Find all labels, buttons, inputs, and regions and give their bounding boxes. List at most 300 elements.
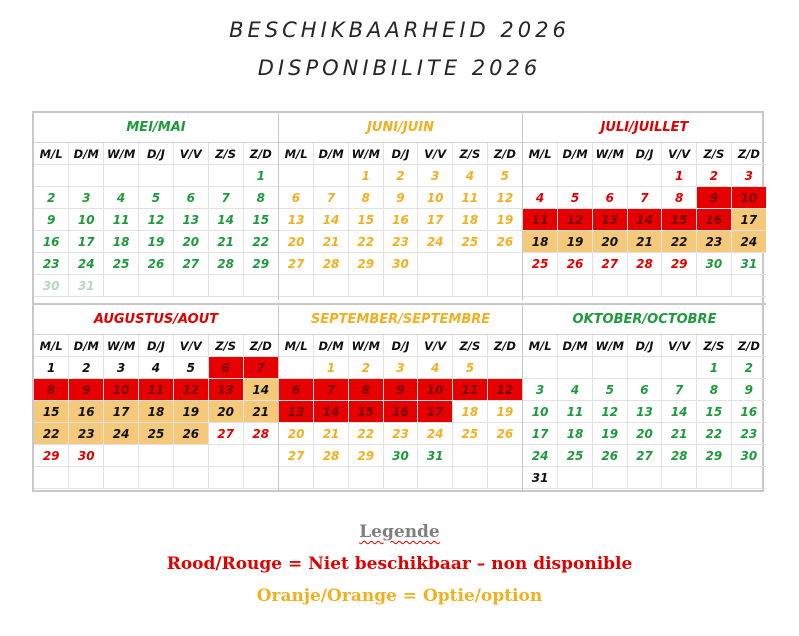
week-row <box>523 275 766 297</box>
weekday-header: D/M <box>69 143 104 165</box>
week-row <box>279 231 522 253</box>
day-cell: 14 <box>662 401 697 423</box>
day-cell: 9 <box>383 187 418 209</box>
day-cell: 29 <box>34 445 69 467</box>
empty-cell <box>69 165 104 187</box>
day-cell: 15 <box>697 401 732 423</box>
week-row <box>523 423 766 445</box>
weekday-header: Z/S <box>697 335 732 357</box>
day-cell: 22 <box>348 231 383 253</box>
weekday-header: Z/D <box>243 335 278 357</box>
title-line-1: BESCHIKBAARHEID 2026 <box>229 18 570 42</box>
day-cell: 7 <box>314 187 349 209</box>
day-cell: 26 <box>487 231 522 253</box>
empty-cell <box>383 467 418 489</box>
legend-orange-line: Oranje/Orange = Optie/option <box>256 586 543 606</box>
week-row <box>34 467 278 489</box>
day-cell: 1 <box>662 165 697 187</box>
empty-cell <box>487 445 522 467</box>
weekday-header: M/L <box>279 335 314 357</box>
day-cell: 18 <box>139 401 174 423</box>
day-cell: 2 <box>348 357 383 379</box>
day-cell: 16 <box>697 209 732 231</box>
week-row <box>523 209 766 231</box>
day-cell: 7 <box>662 379 697 401</box>
day-cell: 29 <box>662 253 697 275</box>
day-cell: 6 <box>173 187 208 209</box>
day-cell: 26 <box>558 253 593 275</box>
weekday-header: Z/S <box>453 143 488 165</box>
day-cell: 14 <box>208 209 243 231</box>
day-cell: 3 <box>731 165 766 187</box>
day-cell: 7 <box>208 187 243 209</box>
month-october <box>522 303 766 490</box>
day-cell: 19 <box>139 231 174 253</box>
weekday-header-row <box>523 143 766 165</box>
day-cell: 13 <box>627 401 662 423</box>
day-cell: 24 <box>69 253 104 275</box>
empty-cell <box>348 467 383 489</box>
day-cell: 20 <box>279 423 314 445</box>
empty-cell <box>69 467 104 489</box>
weekday-header: W/M <box>104 143 139 165</box>
week-row <box>279 165 522 187</box>
empty-cell <box>487 467 522 489</box>
day-cell: 30 <box>731 445 766 467</box>
weekday-header: D/M <box>314 143 349 165</box>
day-cell: 16 <box>731 401 766 423</box>
week-row <box>523 445 766 467</box>
weekday-header: M/L <box>523 335 558 357</box>
week-row <box>523 467 766 489</box>
empty-cell <box>279 165 314 187</box>
day-cell: 20 <box>627 423 662 445</box>
day-cell: 28 <box>662 445 697 467</box>
empty-cell <box>523 165 558 187</box>
legend-red-line: Rood/Rouge = Niet beschikbaar – non disponible <box>166 554 633 574</box>
day-cell: 22 <box>697 423 732 445</box>
empty-cell <box>453 445 488 467</box>
day-cell: 12 <box>173 379 208 401</box>
month-table <box>523 143 766 297</box>
day-cell: 7 <box>243 357 278 379</box>
day-cell: 4 <box>104 187 139 209</box>
empty-cell <box>139 275 174 297</box>
day-cell: 15 <box>34 401 69 423</box>
day-cell: 8 <box>243 187 278 209</box>
day-cell: 21 <box>627 231 662 253</box>
week-row <box>34 379 278 401</box>
day-cell: 22 <box>662 231 697 253</box>
empty-cell <box>279 357 314 379</box>
day-cell: 2 <box>697 165 732 187</box>
empty-cell <box>314 467 349 489</box>
day-cell: 24 <box>104 423 139 445</box>
day-cell: 24 <box>523 445 558 467</box>
weekday-header: V/V <box>662 143 697 165</box>
day-cell: 21 <box>662 423 697 445</box>
day-cell: 17 <box>69 231 104 253</box>
day-cell: 12 <box>592 401 627 423</box>
day-cell: 21 <box>314 423 349 445</box>
empty-cell <box>139 467 174 489</box>
week-row <box>34 445 278 467</box>
day-cell: 1 <box>697 357 732 379</box>
day-cell: 2 <box>69 357 104 379</box>
day-cell: 24 <box>731 231 766 253</box>
week-row <box>523 357 766 379</box>
weekday-header: Z/D <box>487 335 522 357</box>
weekday-header: D/M <box>69 335 104 357</box>
day-cell: 26 <box>139 253 174 275</box>
day-cell: 5 <box>592 379 627 401</box>
day-cell: 12 <box>487 187 522 209</box>
week-row <box>34 209 278 231</box>
weekday-header: M/L <box>279 143 314 165</box>
empty-cell <box>314 165 349 187</box>
legend-title <box>0 522 799 542</box>
week-row <box>523 253 766 275</box>
month-name: MEI/MAI <box>34 113 278 143</box>
empty-cell <box>453 467 488 489</box>
day-cell: 5 <box>139 187 174 209</box>
day-cell: 27 <box>279 445 314 467</box>
week-row <box>279 187 522 209</box>
day-cell: 13 <box>173 209 208 231</box>
weekday-header: W/M <box>592 335 627 357</box>
weekday-header-row <box>523 335 766 357</box>
day-cell: 1 <box>314 357 349 379</box>
weekday-header: W/M <box>348 335 383 357</box>
month-name: OKTOBER/OCTOBRE <box>523 305 766 335</box>
day-cell: 3 <box>104 357 139 379</box>
weekday-header: W/M <box>348 143 383 165</box>
day-cell: 10 <box>69 209 104 231</box>
day-cell: 3 <box>523 379 558 401</box>
day-cell: 16 <box>383 401 418 423</box>
day-cell: 1 <box>34 357 69 379</box>
day-cell: 10 <box>418 187 453 209</box>
day-cell: 17 <box>418 209 453 231</box>
week-row <box>279 401 522 423</box>
day-cell: 30 <box>34 275 69 297</box>
day-cell: 16 <box>34 231 69 253</box>
day-cell: 18 <box>453 209 488 231</box>
day-cell: 16 <box>383 209 418 231</box>
day-cell: 6 <box>208 357 243 379</box>
weekday-header: V/V <box>418 143 453 165</box>
weekday-header: V/V <box>418 335 453 357</box>
empty-cell <box>208 275 243 297</box>
day-cell: 23 <box>383 423 418 445</box>
day-cell: 25 <box>104 253 139 275</box>
week-row <box>34 401 278 423</box>
week-row <box>34 231 278 253</box>
day-cell: 31 <box>523 467 558 489</box>
empty-cell <box>314 275 349 297</box>
day-cell: 6 <box>279 379 314 401</box>
empty-cell <box>487 357 522 379</box>
weekday-header-row <box>279 143 522 165</box>
week-row <box>34 165 278 187</box>
empty-cell <box>243 275 278 297</box>
empty-cell <box>487 253 522 275</box>
day-cell: 12 <box>487 379 522 401</box>
day-cell: 19 <box>487 401 522 423</box>
empty-cell <box>662 357 697 379</box>
day-cell: 26 <box>592 445 627 467</box>
day-cell: 8 <box>348 187 383 209</box>
empty-cell <box>592 357 627 379</box>
day-cell: 11 <box>558 401 593 423</box>
weekday-header: Z/S <box>453 335 488 357</box>
week-row <box>279 357 522 379</box>
empty-cell <box>104 165 139 187</box>
day-cell: 4 <box>418 357 453 379</box>
day-cell: 20 <box>279 231 314 253</box>
title-line-2: DISPONIBILITE 2026 <box>257 56 542 80</box>
week-row <box>523 379 766 401</box>
day-cell: 17 <box>418 401 453 423</box>
empty-cell <box>208 445 243 467</box>
month-may <box>34 113 278 300</box>
day-cell: 18 <box>523 231 558 253</box>
day-cell: 16 <box>69 401 104 423</box>
empty-cell <box>453 275 488 297</box>
weekday-header-row <box>34 143 278 165</box>
day-cell: 9 <box>69 379 104 401</box>
day-cell: 9 <box>697 187 732 209</box>
weekday-header-row <box>279 335 522 357</box>
day-cell: 4 <box>558 379 593 401</box>
week-row <box>34 253 278 275</box>
week-row <box>523 231 766 253</box>
empty-cell <box>592 275 627 297</box>
week-row <box>279 379 522 401</box>
empty-cell <box>243 445 278 467</box>
weekday-header: D/J <box>383 335 418 357</box>
day-cell: 3 <box>383 357 418 379</box>
empty-cell <box>558 357 593 379</box>
day-cell: 8 <box>348 379 383 401</box>
month-july <box>522 113 766 300</box>
empty-cell <box>697 275 732 297</box>
empty-cell <box>558 165 593 187</box>
empty-cell <box>208 165 243 187</box>
weekday-header-row <box>34 335 278 357</box>
empty-cell <box>627 357 662 379</box>
day-cell: 31 <box>69 275 104 297</box>
day-cell: 18 <box>558 423 593 445</box>
day-cell: 5 <box>558 187 593 209</box>
day-cell: 2 <box>383 165 418 187</box>
empty-cell <box>104 275 139 297</box>
day-cell: 4 <box>523 187 558 209</box>
day-cell: 30 <box>383 445 418 467</box>
day-cell: 9 <box>34 209 69 231</box>
empty-cell <box>697 467 732 489</box>
day-cell: 17 <box>523 423 558 445</box>
empty-cell <box>592 165 627 187</box>
empty-cell <box>418 253 453 275</box>
day-cell: 8 <box>34 379 69 401</box>
weekday-header: M/L <box>34 143 69 165</box>
empty-cell <box>34 165 69 187</box>
day-cell: 19 <box>558 231 593 253</box>
day-cell: 21 <box>314 231 349 253</box>
day-cell: 2 <box>731 357 766 379</box>
weekday-header: D/J <box>383 143 418 165</box>
day-cell: 29 <box>697 445 732 467</box>
weekday-header: Z/S <box>208 335 243 357</box>
weekday-header: Z/D <box>731 143 766 165</box>
month-table <box>523 335 766 489</box>
week-row <box>279 445 522 467</box>
day-cell: 8 <box>697 379 732 401</box>
day-cell: 9 <box>731 379 766 401</box>
empty-cell <box>139 445 174 467</box>
day-cell: 23 <box>383 231 418 253</box>
empty-cell <box>173 445 208 467</box>
day-cell: 4 <box>453 165 488 187</box>
day-cell: 11 <box>523 209 558 231</box>
week-row <box>279 467 522 489</box>
day-cell: 5 <box>453 357 488 379</box>
day-cell: 26 <box>487 423 522 445</box>
day-cell: 20 <box>208 401 243 423</box>
month-name: SEPTEMBER/SEPTEMBRE <box>279 305 522 335</box>
day-cell: 25 <box>139 423 174 445</box>
calendar-grid <box>32 111 764 492</box>
month-table <box>34 143 278 297</box>
day-cell: 11 <box>453 187 488 209</box>
empty-cell <box>279 467 314 489</box>
day-cell: 28 <box>314 253 349 275</box>
day-cell: 27 <box>208 423 243 445</box>
weekday-header: D/J <box>139 335 174 357</box>
day-cell: 14 <box>243 379 278 401</box>
weekday-header: D/M <box>558 143 593 165</box>
day-cell: 29 <box>348 445 383 467</box>
day-cell: 7 <box>627 187 662 209</box>
day-cell: 17 <box>104 401 139 423</box>
month-name: JUNI/JUIN <box>279 113 522 143</box>
day-cell: 13 <box>208 379 243 401</box>
weekday-header: D/M <box>314 335 349 357</box>
weekday-header: V/V <box>662 335 697 357</box>
empty-cell <box>173 275 208 297</box>
day-cell: 31 <box>418 445 453 467</box>
day-cell: 30 <box>383 253 418 275</box>
day-cell: 23 <box>697 231 732 253</box>
day-cell: 19 <box>487 209 522 231</box>
day-cell: 14 <box>314 209 349 231</box>
empty-cell <box>487 275 522 297</box>
day-cell: 22 <box>243 231 278 253</box>
week-row <box>523 165 766 187</box>
day-cell: 25 <box>453 423 488 445</box>
day-cell: 25 <box>523 253 558 275</box>
day-cell: 3 <box>69 187 104 209</box>
week-row <box>34 357 278 379</box>
day-cell: 18 <box>104 231 139 253</box>
empty-cell <box>662 467 697 489</box>
empty-cell <box>662 275 697 297</box>
day-cell: 27 <box>627 445 662 467</box>
day-cell: 25 <box>558 445 593 467</box>
day-cell: 15 <box>348 401 383 423</box>
weekday-header: Z/D <box>731 335 766 357</box>
weekday-header: D/J <box>627 143 662 165</box>
day-cell: 11 <box>104 209 139 231</box>
empty-cell <box>34 467 69 489</box>
day-cell: 2 <box>34 187 69 209</box>
day-cell: 5 <box>173 357 208 379</box>
day-cell: 18 <box>453 401 488 423</box>
day-cell: 15 <box>243 209 278 231</box>
week-row <box>34 187 278 209</box>
day-cell: 11 <box>453 379 488 401</box>
empty-cell <box>558 467 593 489</box>
month-table <box>279 143 522 297</box>
weekday-header: V/V <box>173 335 208 357</box>
day-cell: 28 <box>314 445 349 467</box>
day-cell: 28 <box>243 423 278 445</box>
weekday-header: W/M <box>104 335 139 357</box>
empty-cell <box>139 165 174 187</box>
day-cell: 9 <box>383 379 418 401</box>
day-cell: 5 <box>487 165 522 187</box>
day-cell: 10 <box>418 379 453 401</box>
day-cell: 14 <box>627 209 662 231</box>
empty-cell <box>523 275 558 297</box>
day-cell: 12 <box>139 209 174 231</box>
empty-cell <box>418 467 453 489</box>
empty-cell <box>627 165 662 187</box>
day-cell: 19 <box>173 401 208 423</box>
empty-cell <box>627 275 662 297</box>
day-cell: 13 <box>279 401 314 423</box>
day-cell: 3 <box>418 165 453 187</box>
week-row <box>279 209 522 231</box>
day-cell: 10 <box>731 187 766 209</box>
day-cell: 23 <box>69 423 104 445</box>
day-cell: 28 <box>208 253 243 275</box>
empty-cell <box>558 275 593 297</box>
day-cell: 30 <box>69 445 104 467</box>
day-cell: 7 <box>314 379 349 401</box>
day-cell: 20 <box>592 231 627 253</box>
day-cell: 27 <box>173 253 208 275</box>
day-cell: 12 <box>558 209 593 231</box>
day-cell: 23 <box>34 253 69 275</box>
weekday-header: Z/S <box>208 143 243 165</box>
day-cell: 13 <box>279 209 314 231</box>
empty-cell <box>383 275 418 297</box>
day-cell: 6 <box>592 187 627 209</box>
empty-cell <box>731 467 766 489</box>
weekday-header: Z/D <box>243 143 278 165</box>
day-cell: 15 <box>348 209 383 231</box>
month-june <box>278 113 522 300</box>
day-cell: 27 <box>592 253 627 275</box>
week-row <box>279 275 522 297</box>
weekday-header: M/L <box>523 143 558 165</box>
day-cell: 24 <box>418 231 453 253</box>
empty-cell <box>418 275 453 297</box>
legend-title-text: Legende <box>359 522 440 542</box>
day-cell: 26 <box>173 423 208 445</box>
